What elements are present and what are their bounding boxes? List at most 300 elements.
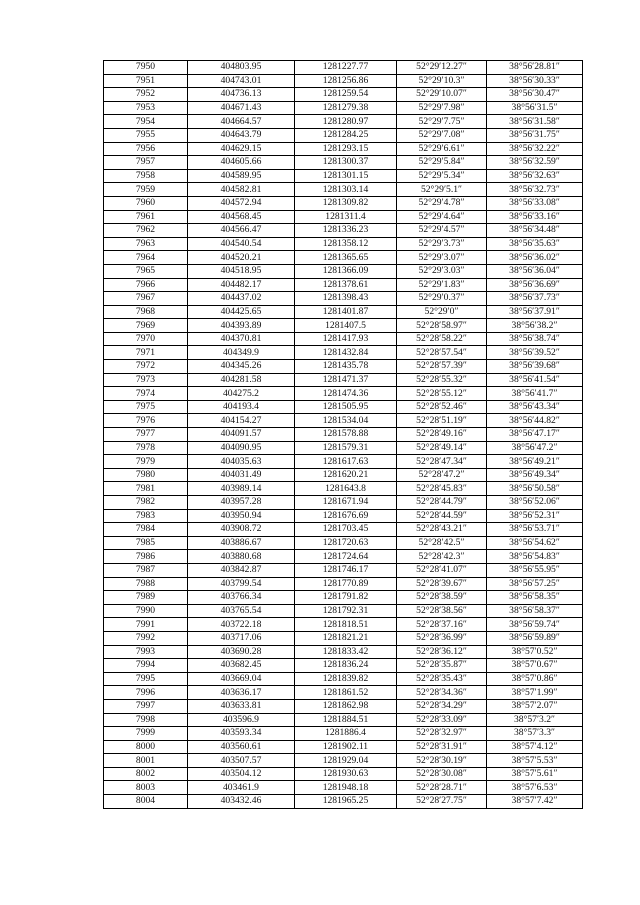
point-number-cell: 8003 [104,781,188,795]
longitude-cell: 38°57′7.42″ [487,795,583,809]
point-number-cell: 7977 [104,428,188,442]
longitude-cell: 38°56′54.62″ [487,536,583,550]
y-coordinate-cell: 1281676.69 [295,509,397,523]
coordinates-table-body [104,61,583,809]
point-number-cell: 8001 [104,754,188,768]
x-coordinate-cell: 404540.54 [188,237,295,251]
x-coordinate-cell: 404520.21 [188,251,295,265]
y-coordinate-cell: 1281417.93 [295,332,397,346]
y-coordinate-cell: 1281432.84 [295,346,397,360]
point-number-cell: 7989 [104,591,188,605]
point-number-cell: 7970 [104,332,188,346]
longitude-cell: 38°56′32.22″ [487,142,583,156]
point-number-cell: 7954 [104,115,188,129]
table-row [104,781,583,795]
y-coordinate-cell: 1281579.31 [295,441,397,455]
table-row [104,550,583,564]
longitude-cell: 38°56′37.91″ [487,305,583,319]
x-coordinate-cell: 404582.81 [188,183,295,197]
longitude-cell: 38°56′30.47″ [487,88,583,102]
table-row [104,292,583,306]
y-coordinate-cell: 1281791.82 [295,591,397,605]
point-number-cell: 7976 [104,414,188,428]
latitude-cell: 52°28′30.08″ [397,767,487,781]
latitude-cell: 52°29′7.98″ [397,101,487,115]
point-number-cell: 7951 [104,74,188,88]
latitude-cell: 52°28′55.12″ [397,387,487,401]
table-row [104,740,583,754]
latitude-cell: 52°29′10.3″ [397,74,487,88]
x-coordinate-cell: 404589.95 [188,169,295,183]
table-row [104,115,583,129]
table-row [104,536,583,550]
point-number-cell: 7960 [104,196,188,210]
point-number-cell: 7950 [104,61,188,75]
x-coordinate-cell: 403957.28 [188,496,295,510]
x-coordinate-cell: 403504.12 [188,767,295,781]
coordinates-table [103,60,583,809]
point-number-cell: 7992 [104,631,188,645]
longitude-cell: 38°56′32.63″ [487,169,583,183]
longitude-cell: 38°56′43.34″ [487,400,583,414]
x-coordinate-cell: 403593.34 [188,727,295,741]
x-coordinate-cell: 403432.46 [188,795,295,809]
point-number-cell: 7961 [104,210,188,224]
point-number-cell: 7959 [104,183,188,197]
latitude-cell: 52°29′3.03″ [397,264,487,278]
x-coordinate-cell: 404281.58 [188,373,295,387]
y-coordinate-cell: 1281902.11 [295,740,397,754]
longitude-cell: 38°56′36.04″ [487,264,583,278]
x-coordinate-cell: 403989.14 [188,482,295,496]
y-coordinate-cell: 1281821.21 [295,631,397,645]
latitude-cell: 52°29′4.57″ [397,224,487,238]
longitude-cell: 38°56′33.16″ [487,210,583,224]
y-coordinate-cell: 1281861.52 [295,686,397,700]
table-row [104,88,583,102]
point-number-cell: 7962 [104,224,188,238]
y-coordinate-cell: 1281724.64 [295,550,397,564]
longitude-cell: 38°57′6.53″ [487,781,583,795]
point-number-cell: 8002 [104,767,188,781]
longitude-cell: 38°56′58.37″ [487,604,583,618]
table-row [104,387,583,401]
latitude-cell: 52°29′3.73″ [397,237,487,251]
x-coordinate-cell: 404275.2 [188,387,295,401]
table-row [104,278,583,292]
x-coordinate-cell: 403880.68 [188,550,295,564]
latitude-cell: 52°29′12.27″ [397,61,487,75]
table-row [104,591,583,605]
latitude-cell: 52°29′4.64″ [397,210,487,224]
x-coordinate-cell: 404437.02 [188,292,295,306]
y-coordinate-cell: 1281792.31 [295,604,397,618]
table-row [104,101,583,115]
x-coordinate-cell: 403669.04 [188,672,295,686]
longitude-cell: 38°56′59.89″ [487,631,583,645]
point-number-cell: 7956 [104,142,188,156]
latitude-cell: 52°29′1.83″ [397,278,487,292]
longitude-cell: 38°56′54.83″ [487,550,583,564]
x-coordinate-cell: 403908.72 [188,523,295,537]
point-number-cell: 8004 [104,795,188,809]
table-row [104,156,583,170]
latitude-cell: 52°29′5.84″ [397,156,487,170]
x-coordinate-cell: 403596.9 [188,713,295,727]
x-coordinate-cell: 403461.9 [188,781,295,795]
table-row [104,509,583,523]
y-coordinate-cell: 1281279.38 [295,101,397,115]
table-row [104,373,583,387]
point-number-cell: 7978 [104,441,188,455]
table-row [104,645,583,659]
longitude-cell: 38°57′3.3″ [487,727,583,741]
latitude-cell: 52°28′37.16″ [397,618,487,632]
longitude-cell: 38°56′55.95″ [487,563,583,577]
longitude-cell: 38°56′50.58″ [487,482,583,496]
longitude-cell: 38°56′47.2″ [487,441,583,455]
latitude-cell: 52°28′42.3″ [397,550,487,564]
table-row [104,618,583,632]
longitude-cell: 38°56′36.02″ [487,251,583,265]
table-row [104,319,583,333]
table-row [104,441,583,455]
longitude-cell: 38°57′1.99″ [487,686,583,700]
table-row [104,169,583,183]
latitude-cell: 52°29′5.34″ [397,169,487,183]
x-coordinate-cell: 403722.18 [188,618,295,632]
y-coordinate-cell: 1281366.09 [295,264,397,278]
latitude-cell: 52°28′47.34″ [397,455,487,469]
longitude-cell: 38°56′52.31″ [487,509,583,523]
longitude-cell: 38°56′44.82″ [487,414,583,428]
x-coordinate-cell: 404736.13 [188,88,295,102]
table-row [104,305,583,319]
table-row [104,659,583,673]
point-number-cell: 7973 [104,373,188,387]
longitude-cell: 38°56′31.58″ [487,115,583,129]
latitude-cell: 52°28′51.19″ [397,414,487,428]
point-number-cell: 7987 [104,563,188,577]
y-coordinate-cell: 1281770.89 [295,577,397,591]
latitude-cell: 52°28′34.29″ [397,699,487,713]
longitude-cell: 38°57′5.61″ [487,767,583,781]
latitude-cell: 52°28′55.32″ [397,373,487,387]
latitude-cell: 52°28′47.2″ [397,468,487,482]
longitude-cell: 38°57′3.2″ [487,713,583,727]
y-coordinate-cell: 1281378.61 [295,278,397,292]
x-coordinate-cell: 404090.95 [188,441,295,455]
x-coordinate-cell: 403842.87 [188,563,295,577]
y-coordinate-cell: 1281311.4 [295,210,397,224]
table-row [104,496,583,510]
point-number-cell: 7985 [104,536,188,550]
longitude-cell: 38°56′47.17″ [487,428,583,442]
longitude-cell: 38°57′4.12″ [487,740,583,754]
x-coordinate-cell: 403682.45 [188,659,295,673]
longitude-cell: 38°57′0.67″ [487,659,583,673]
y-coordinate-cell: 1281303.14 [295,183,397,197]
y-coordinate-cell: 1281474.36 [295,387,397,401]
x-coordinate-cell: 403560.61 [188,740,295,754]
point-number-cell: 7998 [104,713,188,727]
longitude-cell: 38°56′32.73″ [487,183,583,197]
longitude-cell: 38°57′0.52″ [487,645,583,659]
y-coordinate-cell: 1281671.94 [295,496,397,510]
point-number-cell: 7967 [104,292,188,306]
latitude-cell: 52°28′57.39″ [397,360,487,374]
latitude-cell: 52°29′4.78″ [397,196,487,210]
point-number-cell: 7975 [104,400,188,414]
x-coordinate-cell: 404743.01 [188,74,295,88]
y-coordinate-cell: 1281884.51 [295,713,397,727]
y-coordinate-cell: 1281703.45 [295,523,397,537]
x-coordinate-cell: 404091.57 [188,428,295,442]
latitude-cell: 52°29′0″ [397,305,487,319]
y-coordinate-cell: 1281398.43 [295,292,397,306]
table-row [104,142,583,156]
latitude-cell: 52°28′34.36″ [397,686,487,700]
latitude-cell: 52°29′6.61″ [397,142,487,156]
x-coordinate-cell: 404154.27 [188,414,295,428]
table-row [104,74,583,88]
latitude-cell: 52°28′58.22″ [397,332,487,346]
latitude-cell: 52°28′30.19″ [397,754,487,768]
latitude-cell: 52°28′38.59″ [397,591,487,605]
latitude-cell: 52°29′7.75″ [397,115,487,129]
latitude-cell: 52°28′44.59″ [397,509,487,523]
point-number-cell: 7990 [104,604,188,618]
point-number-cell: 7979 [104,455,188,469]
x-coordinate-cell: 404566.47 [188,224,295,238]
y-coordinate-cell: 1281620.21 [295,468,397,482]
point-number-cell: 7988 [104,577,188,591]
x-coordinate-cell: 404482.17 [188,278,295,292]
x-coordinate-cell: 404349.9 [188,346,295,360]
latitude-cell: 52°28′57.54″ [397,346,487,360]
table-row [104,346,583,360]
point-number-cell: 7993 [104,645,188,659]
table-row [104,767,583,781]
y-coordinate-cell: 1281435.78 [295,360,397,374]
point-number-cell: 7983 [104,509,188,523]
y-coordinate-cell: 1281886.4 [295,727,397,741]
x-coordinate-cell: 404193.4 [188,400,295,414]
x-coordinate-cell: 404643.79 [188,128,295,142]
latitude-cell: 52°28′52.46″ [397,400,487,414]
table-row [104,183,583,197]
y-coordinate-cell: 1281839.82 [295,672,397,686]
x-coordinate-cell: 403799.54 [188,577,295,591]
y-coordinate-cell: 1281300.37 [295,156,397,170]
x-coordinate-cell: 404664.57 [188,115,295,129]
longitude-cell: 38°56′32.59″ [487,156,583,170]
point-number-cell: 7994 [104,659,188,673]
y-coordinate-cell: 1281965.25 [295,795,397,809]
table-row [104,360,583,374]
y-coordinate-cell: 1281617.63 [295,455,397,469]
latitude-cell: 52°28′43.21″ [397,523,487,537]
point-number-cell: 7953 [104,101,188,115]
y-coordinate-cell: 1281365.65 [295,251,397,265]
table-row [104,428,583,442]
y-coordinate-cell: 1281471.37 [295,373,397,387]
table-row [104,61,583,75]
x-coordinate-cell: 403690.28 [188,645,295,659]
table-row [104,713,583,727]
x-coordinate-cell: 404035.63 [188,455,295,469]
y-coordinate-cell: 1281407.5 [295,319,397,333]
point-number-cell: 7957 [104,156,188,170]
point-number-cell: 7969 [104,319,188,333]
y-coordinate-cell: 1281534.04 [295,414,397,428]
y-coordinate-cell: 1281284.25 [295,128,397,142]
table-row [104,631,583,645]
latitude-cell: 52°29′10.07″ [397,88,487,102]
point-number-cell: 7995 [104,672,188,686]
latitude-cell: 52°28′32.97″ [397,727,487,741]
longitude-cell: 38°56′39.68″ [487,360,583,374]
point-number-cell: 8000 [104,740,188,754]
table-row [104,128,583,142]
table-row [104,196,583,210]
longitude-cell: 38°56′41.54″ [487,373,583,387]
x-coordinate-cell: 404629.15 [188,142,295,156]
y-coordinate-cell: 1281578.88 [295,428,397,442]
x-coordinate-cell: 403507.57 [188,754,295,768]
longitude-cell: 38°56′38.74″ [487,332,583,346]
point-number-cell: 7952 [104,88,188,102]
latitude-cell: 52°28′38.56″ [397,604,487,618]
x-coordinate-cell: 404605.66 [188,156,295,170]
table-row [104,237,583,251]
latitude-cell: 52°28′35.43″ [397,672,487,686]
table-row [104,672,583,686]
y-coordinate-cell: 1281643.8 [295,482,397,496]
x-coordinate-cell: 404345.26 [188,360,295,374]
point-number-cell: 7984 [104,523,188,537]
point-number-cell: 7958 [104,169,188,183]
point-number-cell: 7955 [104,128,188,142]
point-number-cell: 7986 [104,550,188,564]
x-coordinate-cell: 403636.17 [188,686,295,700]
x-coordinate-cell: 404568.45 [188,210,295,224]
table-row [104,414,583,428]
y-coordinate-cell: 1281309.82 [295,196,397,210]
longitude-cell: 38°56′30.33″ [487,74,583,88]
y-coordinate-cell: 1281505.95 [295,400,397,414]
longitude-cell: 38°56′41.7″ [487,387,583,401]
y-coordinate-cell: 1281280.97 [295,115,397,129]
longitude-cell: 38°56′57.25″ [487,577,583,591]
table-row [104,563,583,577]
point-number-cell: 7965 [104,264,188,278]
table-row [104,686,583,700]
point-number-cell: 7963 [104,237,188,251]
longitude-cell: 38°56′36.69″ [487,278,583,292]
y-coordinate-cell: 1281836.24 [295,659,397,673]
longitude-cell: 38°56′49.34″ [487,468,583,482]
longitude-cell: 38°56′58.35″ [487,591,583,605]
latitude-cell: 52°28′45.83″ [397,482,487,496]
x-coordinate-cell: 404425.65 [188,305,295,319]
x-coordinate-cell: 403765.54 [188,604,295,618]
point-number-cell: 7981 [104,482,188,496]
y-coordinate-cell: 1281833.42 [295,645,397,659]
y-coordinate-cell: 1281401.87 [295,305,397,319]
latitude-cell: 52°28′33.09″ [397,713,487,727]
longitude-cell: 38°56′59.74″ [487,618,583,632]
longitude-cell: 38°56′49.21″ [487,455,583,469]
table-row [104,332,583,346]
table-row [104,699,583,713]
longitude-cell: 38°56′52.06″ [487,496,583,510]
table-row [104,604,583,618]
x-coordinate-cell: 404393.89 [188,319,295,333]
table-row [104,468,583,482]
latitude-cell: 52°28′36.12″ [397,645,487,659]
latitude-cell: 52°28′58.97″ [397,319,487,333]
x-coordinate-cell: 404671.43 [188,101,295,115]
x-coordinate-cell: 404370.81 [188,332,295,346]
x-coordinate-cell: 404572.94 [188,196,295,210]
y-coordinate-cell: 1281818.51 [295,618,397,632]
table-row [104,224,583,238]
table-row [104,455,583,469]
point-number-cell: 7980 [104,468,188,482]
y-coordinate-cell: 1281862.98 [295,699,397,713]
y-coordinate-cell: 1281930.63 [295,767,397,781]
table-row [104,251,583,265]
point-number-cell: 7996 [104,686,188,700]
longitude-cell: 38°56′31.5″ [487,101,583,115]
x-coordinate-cell: 404803.95 [188,61,295,75]
point-number-cell: 7972 [104,360,188,374]
x-coordinate-cell: 403633.81 [188,699,295,713]
table-row [104,727,583,741]
y-coordinate-cell: 1281720.63 [295,536,397,550]
latitude-cell: 52°28′35.87″ [397,659,487,673]
latitude-cell: 52°29′5.1″ [397,183,487,197]
latitude-cell: 52°28′44.79″ [397,496,487,510]
point-number-cell: 7966 [104,278,188,292]
table-row [104,577,583,591]
y-coordinate-cell: 1281948.18 [295,781,397,795]
latitude-cell: 52°29′7.08″ [397,128,487,142]
latitude-cell: 52°28′49.14″ [397,441,487,455]
latitude-cell: 52°28′28.71″ [397,781,487,795]
longitude-cell: 38°56′31.75″ [487,128,583,142]
y-coordinate-cell: 1281227.77 [295,61,397,75]
longitude-cell: 38°56′34.48″ [487,224,583,238]
longitude-cell: 38°56′38.2″ [487,319,583,333]
y-coordinate-cell: 1281746.17 [295,563,397,577]
latitude-cell: 52°28′27.75″ [397,795,487,809]
table-row [104,523,583,537]
point-number-cell: 7982 [104,496,188,510]
point-number-cell: 7997 [104,699,188,713]
longitude-cell: 38°56′53.71″ [487,523,583,537]
longitude-cell: 38°56′37.73″ [487,292,583,306]
y-coordinate-cell: 1281358.12 [295,237,397,251]
latitude-cell: 52°29′0.37″ [397,292,487,306]
latitude-cell: 52°28′39.67″ [397,577,487,591]
longitude-cell: 38°57′0.86″ [487,672,583,686]
point-number-cell: 7991 [104,618,188,632]
x-coordinate-cell: 403950.94 [188,509,295,523]
point-number-cell: 7999 [104,727,188,741]
latitude-cell: 52°29′3.07″ [397,251,487,265]
